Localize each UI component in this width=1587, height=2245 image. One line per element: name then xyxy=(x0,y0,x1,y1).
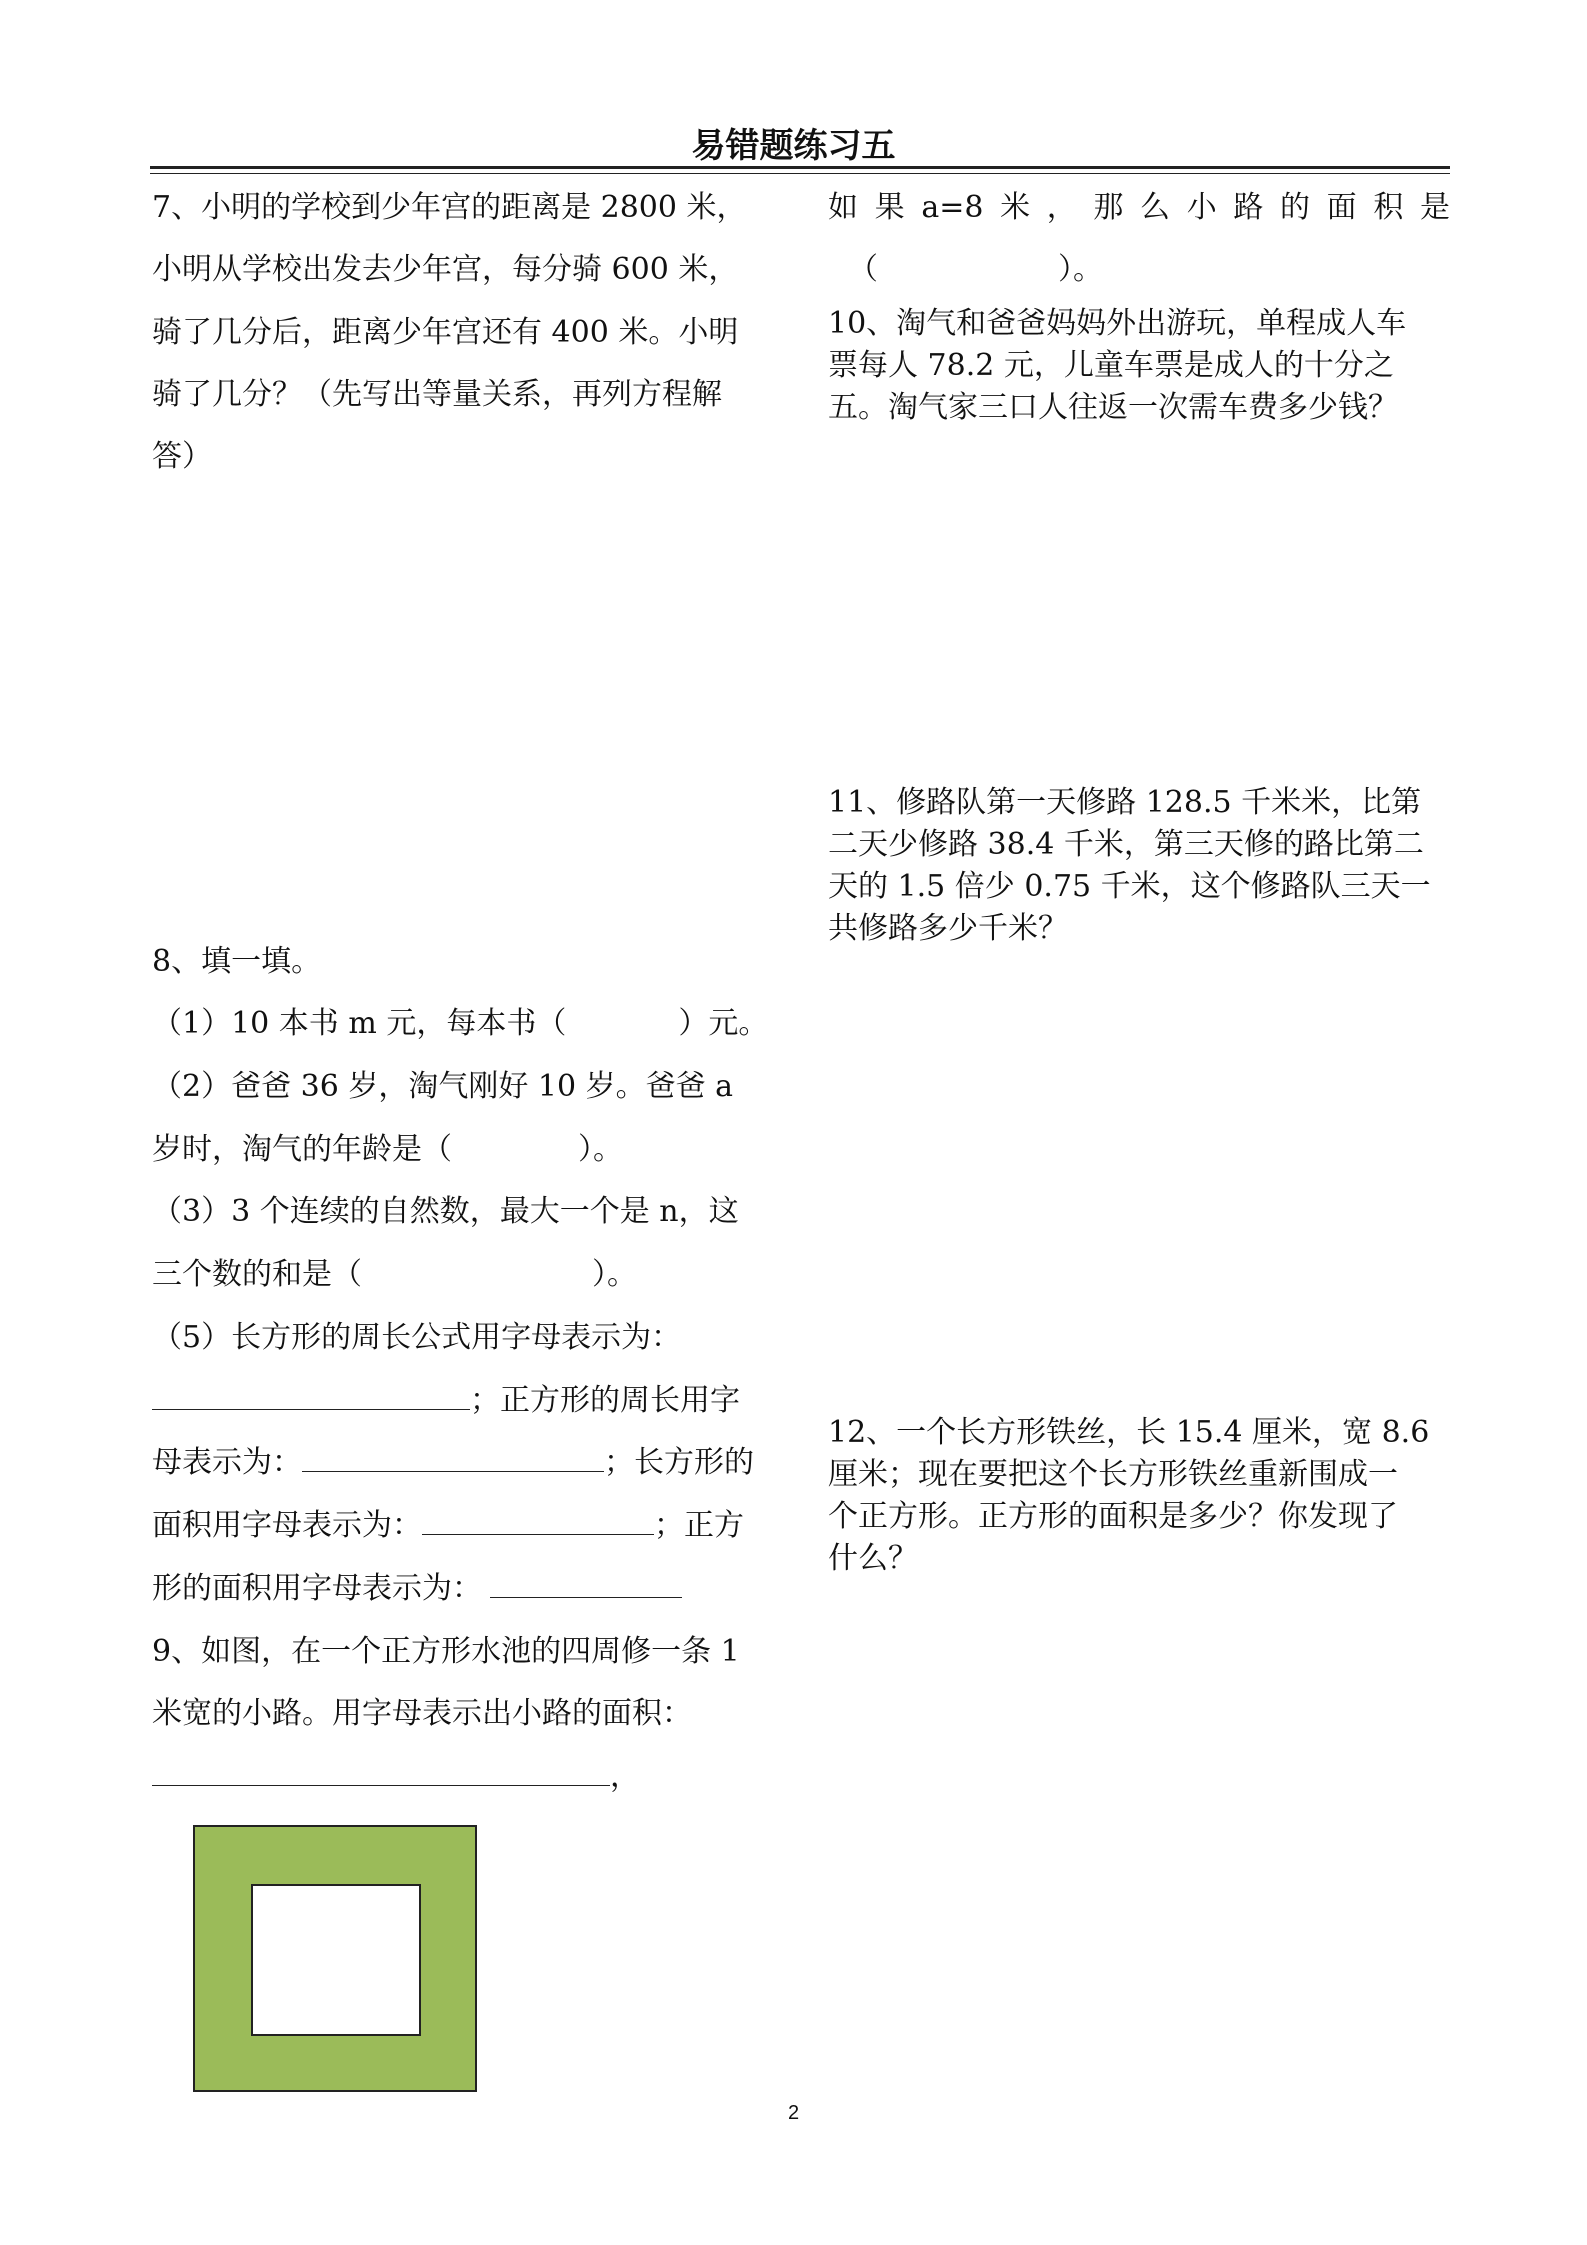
q12-line-2: 厘米；现在要把这个长方形铁丝重新围成一 xyxy=(828,1457,1398,1492)
q8-part2-text-b: ）。 xyxy=(578,1132,623,1167)
q8-part5-text-4b: ；正方 xyxy=(654,1508,744,1543)
q8-part3-line-1: （3）3 个连续的自然数，最大一个是 n，这 xyxy=(152,1194,739,1229)
q7-line-5: 答） xyxy=(152,439,212,474)
q9-cont-text-b: ）。 xyxy=(1058,252,1103,287)
q12-line-1: 12、一个长方形铁丝，长 15.4 厘米，宽 8.6 xyxy=(828,1415,1430,1450)
q11-line-3: 天的 1.5 倍少 0.75 千米，这个修路队三天一 xyxy=(828,869,1431,904)
rectangle-perimeter-blank[interactable] xyxy=(152,1383,470,1410)
pool-path-figure xyxy=(193,1825,477,2092)
q8-part5-text-3a: 母表示为： xyxy=(152,1445,302,1480)
q9-cont-word: 那 xyxy=(1093,190,1124,225)
page-title: 易错题练习五 xyxy=(691,126,896,166)
q12-line-3: 个正方形。正方形的面积是多少？你发现了 xyxy=(828,1499,1398,1534)
q8-part2-line-2 xyxy=(152,1130,623,1170)
q9-cont-word: 面 xyxy=(1326,190,1357,225)
q8-part5-text-4a: 面积用字母表示为： xyxy=(152,1508,422,1543)
q9-line-2: 米宽的小路。用字母表示出小路的面积： xyxy=(152,1696,692,1731)
q11-line-1: 11、修路队第一天修路 128.5 千米米，比第 xyxy=(828,785,1422,820)
q8-part1-text-a: （1）10 本书 m 元，每本书（ xyxy=(152,1006,567,1041)
q8-part2-line-1: （2）爸爸 36 岁，淘气刚好 10 岁。爸爸 a xyxy=(152,1069,734,1104)
title-rule-thick xyxy=(150,166,1450,169)
q7-line-2: 小明从学校出发去少年宫，每分骑 600 米， xyxy=(152,252,739,287)
square-perimeter-blank[interactable] xyxy=(302,1445,604,1472)
q8-part5-text-2: ；正方形的周长用字 xyxy=(470,1383,740,1418)
q9-comma: ， xyxy=(610,1759,640,1794)
title-rule-thin xyxy=(150,173,1450,174)
q7-line-4: 骑了几分？（先写出等量关系，再列方程解 xyxy=(152,377,722,412)
q8-part3-line-2 xyxy=(152,1255,637,1295)
pool-square xyxy=(251,1884,421,2036)
q8-part1 xyxy=(152,1004,768,1044)
q8-part2-text-a: 岁时，淘气的年龄是（ xyxy=(152,1132,452,1167)
q9-cont-word: 是 xyxy=(1419,190,1450,225)
q8-part3-text-b: ）。 xyxy=(592,1257,637,1292)
q9-cont-word: 么 xyxy=(1140,190,1171,225)
q8-part5-line-2 xyxy=(152,1381,740,1421)
q9-cont-word: 果 xyxy=(874,190,905,225)
q7-line-1: 7、小明的学校到少年宫的距离是 2800 米， xyxy=(152,190,747,225)
q8-part5-line-5 xyxy=(152,1569,682,1609)
q9-cont-word: ， xyxy=(1046,190,1077,225)
q9-cont-word: 小 xyxy=(1186,190,1217,225)
q8-part5-line-1: （5）长方形的周长公式用字母表示为： xyxy=(152,1320,682,1355)
q8-part3-text-a: 三个数的和是（ xyxy=(152,1257,362,1292)
q8-part5-text-3b: ；长方形的 xyxy=(604,1445,754,1480)
q9-cont-word: 的 xyxy=(1280,190,1311,225)
q9-cont-word: a=8 xyxy=(921,190,984,225)
q8-part5-text-5: 形的面积用字母表示为： xyxy=(152,1571,482,1606)
q10-line-3: 五。淘气家三口人往返一次需车费多少钱？ xyxy=(828,390,1398,425)
q9-continued-line-2 xyxy=(848,250,1103,290)
square-area-blank[interactable] xyxy=(490,1571,682,1598)
q8-part1-text-b: ）元。 xyxy=(678,1006,769,1041)
path-area-blank[interactable] xyxy=(152,1759,610,1786)
q12-line-4: 什么？ xyxy=(828,1541,918,1576)
q9-cont-word: 如 xyxy=(828,190,858,225)
q9-continued-line-1 xyxy=(828,188,1450,228)
q7-line-3: 骑了几分后，距离少年宫还有 400 米。小明 xyxy=(152,315,739,350)
q9-cont-text-a: （ xyxy=(848,252,878,287)
q10-line-1: 10、淘气和爸爸妈妈外出游玩，单程成人车 xyxy=(828,306,1407,341)
q9-line-1: 9、如图，在一个正方形水池的四周修一条 1 xyxy=(152,1634,740,1669)
q9-line-3 xyxy=(152,1757,640,1797)
q11-line-2: 二天少修路 38.4 千米，第三天修的路比第二 xyxy=(828,827,1424,862)
q9-cont-word: 路 xyxy=(1233,190,1264,225)
q8-heading: 8、填一填。 xyxy=(152,944,322,979)
q8-part5-line-4 xyxy=(152,1506,744,1546)
q9-cont-word: 米 xyxy=(1000,190,1031,225)
rectangle-area-blank[interactable] xyxy=(422,1508,654,1535)
q10-line-2: 票每人 78.2 元，儿童车票是成人的十分之 xyxy=(828,348,1394,383)
page-number: 2 xyxy=(787,2102,800,2124)
q9-cont-word: 积 xyxy=(1373,190,1404,225)
q8-part5-line-3 xyxy=(152,1443,754,1483)
q11-line-4: 共修路多少千米？ xyxy=(828,911,1068,946)
